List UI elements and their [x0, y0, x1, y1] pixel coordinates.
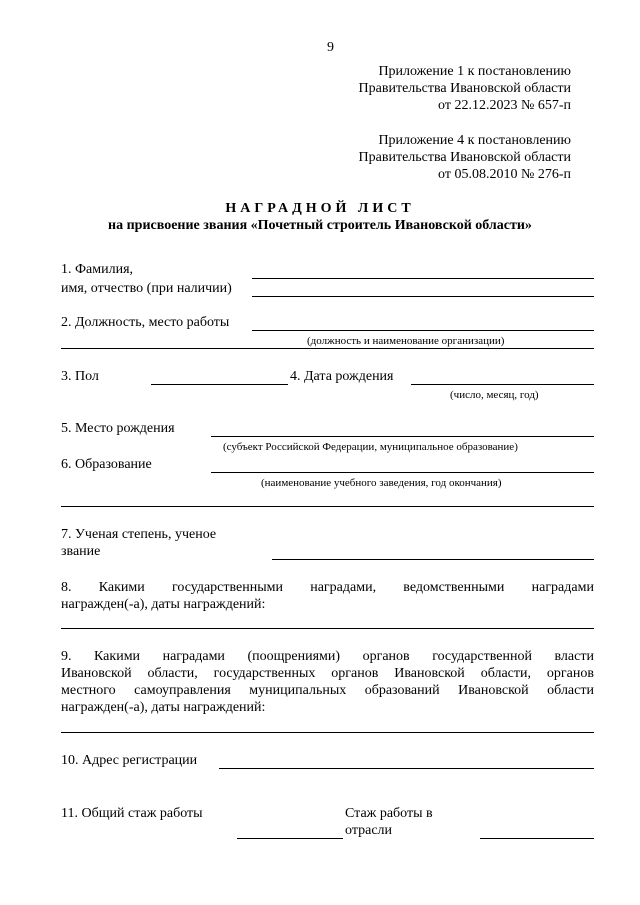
field-9-word: органов — [546, 666, 594, 681]
field-6-line-b — [61, 506, 594, 507]
field-6-line — [211, 472, 594, 473]
field-4-line — [411, 384, 594, 385]
field-6-label: 6. Образование — [61, 457, 152, 472]
field-1-label-line1: 1. Фамилия, — [61, 262, 134, 277]
field-9-word: образований — [364, 683, 440, 698]
field-11b-line — [480, 838, 594, 839]
field-9-word: органов — [331, 666, 379, 681]
field-1-label-line2: имя, отчество (при наличии) — [61, 281, 232, 296]
field-9-word: Ивановской — [394, 666, 465, 681]
field-9-label-line4: награжден(-а), даты награждений: — [61, 700, 266, 715]
document-subtitle: на присвоение звания «Почетный строитель Ивановской области» — [108, 218, 532, 233]
field-9-word: муниципальных — [249, 683, 347, 698]
field-4-hint: (число, месяц, год) — [450, 389, 539, 401]
field-7-label-line2: звание — [61, 544, 101, 559]
field-9-word: власти — [554, 649, 594, 664]
field-10-line — [219, 768, 594, 769]
field-2-line-a — [252, 330, 594, 331]
field-5-line — [211, 436, 594, 437]
field-9-word: государственной — [432, 649, 532, 664]
field-9-word: Ивановской — [458, 683, 529, 698]
field-9-label-line1 — [61, 649, 594, 665]
field-10-label: 10. Адрес регистрации — [61, 753, 198, 768]
field-5-label: 5. Место рождения — [61, 421, 175, 436]
field-9-line — [61, 732, 594, 733]
field-11-label: 11. Общий стаж работы — [61, 806, 203, 821]
field-8-label-line1 — [61, 580, 594, 596]
field-9-word: (поощрениями) — [247, 649, 341, 664]
appendix-4-line3: от 05.08.2010 № 276-п — [438, 167, 571, 182]
field-3-label: 3. Пол — [61, 369, 99, 384]
field-5-hint: (субъект Российской Федерации, муниципальное образование) — [223, 441, 518, 453]
document-title: НАГРАДНОЙ ЛИСТ — [225, 201, 415, 216]
appendix-1-line3: от 22.12.2023 № 657-п — [438, 98, 571, 113]
field-9-word: органов — [362, 649, 410, 664]
field-8-line — [61, 628, 594, 629]
field-8-word: наградами, — [310, 580, 377, 595]
field-11b-label-line1: Стаж работы в — [345, 806, 433, 821]
page-number: 9 — [327, 40, 334, 55]
field-8-word: Какими — [98, 580, 145, 595]
field-9-word: местного — [61, 683, 116, 698]
appendix-1-line1: Приложение 1 к постановлению — [378, 64, 571, 79]
field-7-line — [272, 559, 594, 560]
field-9-label-line3 — [61, 683, 594, 699]
field-8-word: наградами — [531, 580, 594, 595]
field-11b-label-line2: отрасли — [345, 823, 393, 838]
field-9-label-line2 — [61, 666, 594, 682]
field-8-word: государственными — [171, 580, 283, 595]
field-2-hint: (должность и наименование организации) — [307, 335, 505, 347]
field-2-label: 2. Должность, место работы — [61, 315, 230, 330]
field-4-label: 4. Дата рождения — [290, 369, 394, 384]
appendix-1-line2: Правительства Ивановской области — [358, 81, 571, 96]
field-9-word: области, — [147, 666, 198, 681]
field-2-line-b — [61, 348, 594, 349]
field-9-word: области, — [480, 666, 531, 681]
field-9-word: Какими — [94, 649, 141, 664]
field-8-label-line2: награжден(-а), даты награждений: — [61, 597, 266, 612]
field-9-word: государственных — [213, 666, 316, 681]
field-7-label-line1: 7. Ученая степень, ученое — [61, 527, 217, 542]
field-11-line — [237, 838, 343, 839]
field-6-hint: (наименование учебного заведения, год окончания) — [261, 477, 502, 489]
field-9-word: 9. — [61, 649, 72, 664]
appendix-4-line1: Приложение 4 к постановлению — [378, 133, 571, 148]
field-9-word: наградами — [162, 649, 225, 664]
field-9-word: Ивановской — [61, 666, 132, 681]
appendix-4-line2: Правительства Ивановской области — [358, 150, 571, 165]
field-1-line-b — [252, 296, 594, 297]
field-9-word: самоуправления — [134, 683, 231, 698]
field-8-word: 8. — [61, 580, 72, 595]
field-1-line-a — [252, 278, 594, 279]
field-3-line — [151, 384, 288, 385]
field-8-word: ведомственными — [403, 580, 505, 595]
field-9-word: области — [547, 683, 594, 698]
